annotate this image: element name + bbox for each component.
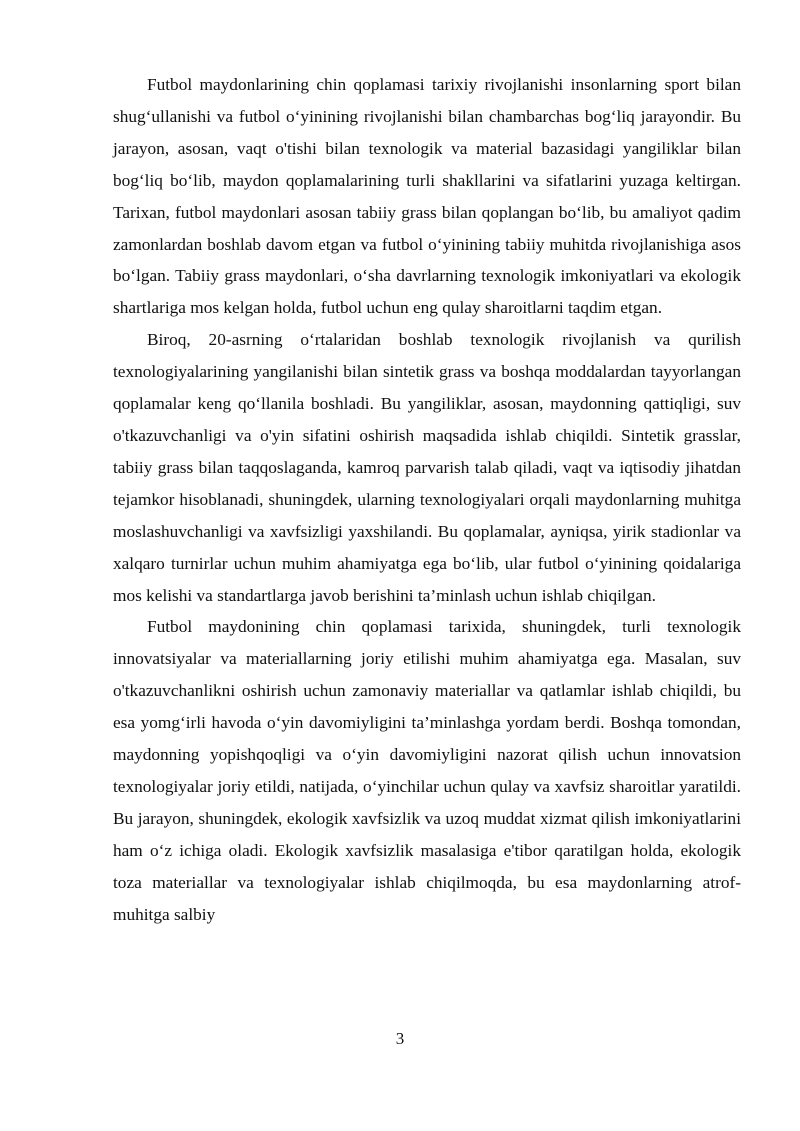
paragraph-1: Futbol maydonlarining chin qoplamasi tarixiy rivojlanishi insonlarning sport bilan shug‘ullanishi va futbol o‘yinining rivojlanishi bilan chambarchas bog‘liq jarayondir. Bu jarayon, asosan, vaqt o'tishi bilan texnologik va material bazasidagi yangiliklar bilan bog‘liq bo‘lib, maydon qoplamalarining turli shakllarini va sifatlarini yuzaga keltirgan. Tarixan, futbol maydonlari asosan tabiiy grass bilan qoplangan bo‘lib, bu amaliyot qadim zamonlardan boshlab davom etgan va futbol o‘yinining tabiiy muhitda rivojlanishiga asos bo‘lgan. Tabiiy grass maydonlari, o‘sha davrlarning texnologik imkoniyatlari va ekologik shartlariga mos kelgan holda, futbol uchun eng qulay sharoitlarni taqdim etgan.: [113, 75, 741, 318]
page-number: 3: [395, 1029, 405, 1048]
paragraph-2: Biroq, 20-asrning o‘rtalaridan boshlab texnologik rivojlanish va qurilish texnologiyalarining yangilanishi bilan sintetik grass va boshqa moddalardan tayyorlangan qoplamalar keng qo‘llanila boshladi. Bu yangiliklar, asosan, maydonning qattiqligi, suv o'tkazuvchanligi va o'yin sifatini oshirish maqsadida ishlab chiqildi. Sintetik grasslar, tabiiy grass bilan taqqoslaganda, kamroq parvarish talab qiladi, vaqt va iqtisodiy jihatdan tejamkor hisoblanadi, shuningdek, ularning texnologiyalari orqali maydonlarning muhitga moslashuvchanligi va xavfsizligi yaxshilandi. Bu qoplamalar, ayniqsa, yirik stadionlar va xalqaro turnirlar uchun muhim ahamiyatga ega bo‘lib, ular futbol o‘yinining qoidalariga mos kelishi va standartlarga javob berishini ta’minlash uchun ishlab chiqilgan.: [113, 330, 741, 605]
page-body: [113, 69, 741, 930]
paragraph-3: Futbol maydonining chin qoplamasi tarixida, shuningdek, turli texnologik innovatsiyalar va materiallarning joriy etilishi muhim ahamiyatga ega. Masalan, suv o'tkazuvchanlikni oshirish uchun zamonaviy materiallar va qatlamlar ishlab chiqildi, bu esa yomg‘irli havoda o‘yin davomiyligini ta’minlashga yordam berdi. Boshqa tomondan, maydonning yopishqoqligi va o‘yin davomiyligini nazorat qilish uchun innovatsion texnologiyalar joriy etildi, natijada, o‘yinchilar uchun qulay va xavfsiz sharoitlar yaratildi. Bu jarayon, shuningdek, ekologik xavfsizlik va uzoq muddat xizmat qilish imkoniyatlarini ham o‘z ichiga oladi. Ekologik xavfsizlik masalasiga e'tibor qaratilgan holda, ekologik toza materiallar va texnologiyalar ishlab chiqilmoqda, bu esa maydonlarning atrof-muhitga salbiy: [113, 617, 741, 924]
